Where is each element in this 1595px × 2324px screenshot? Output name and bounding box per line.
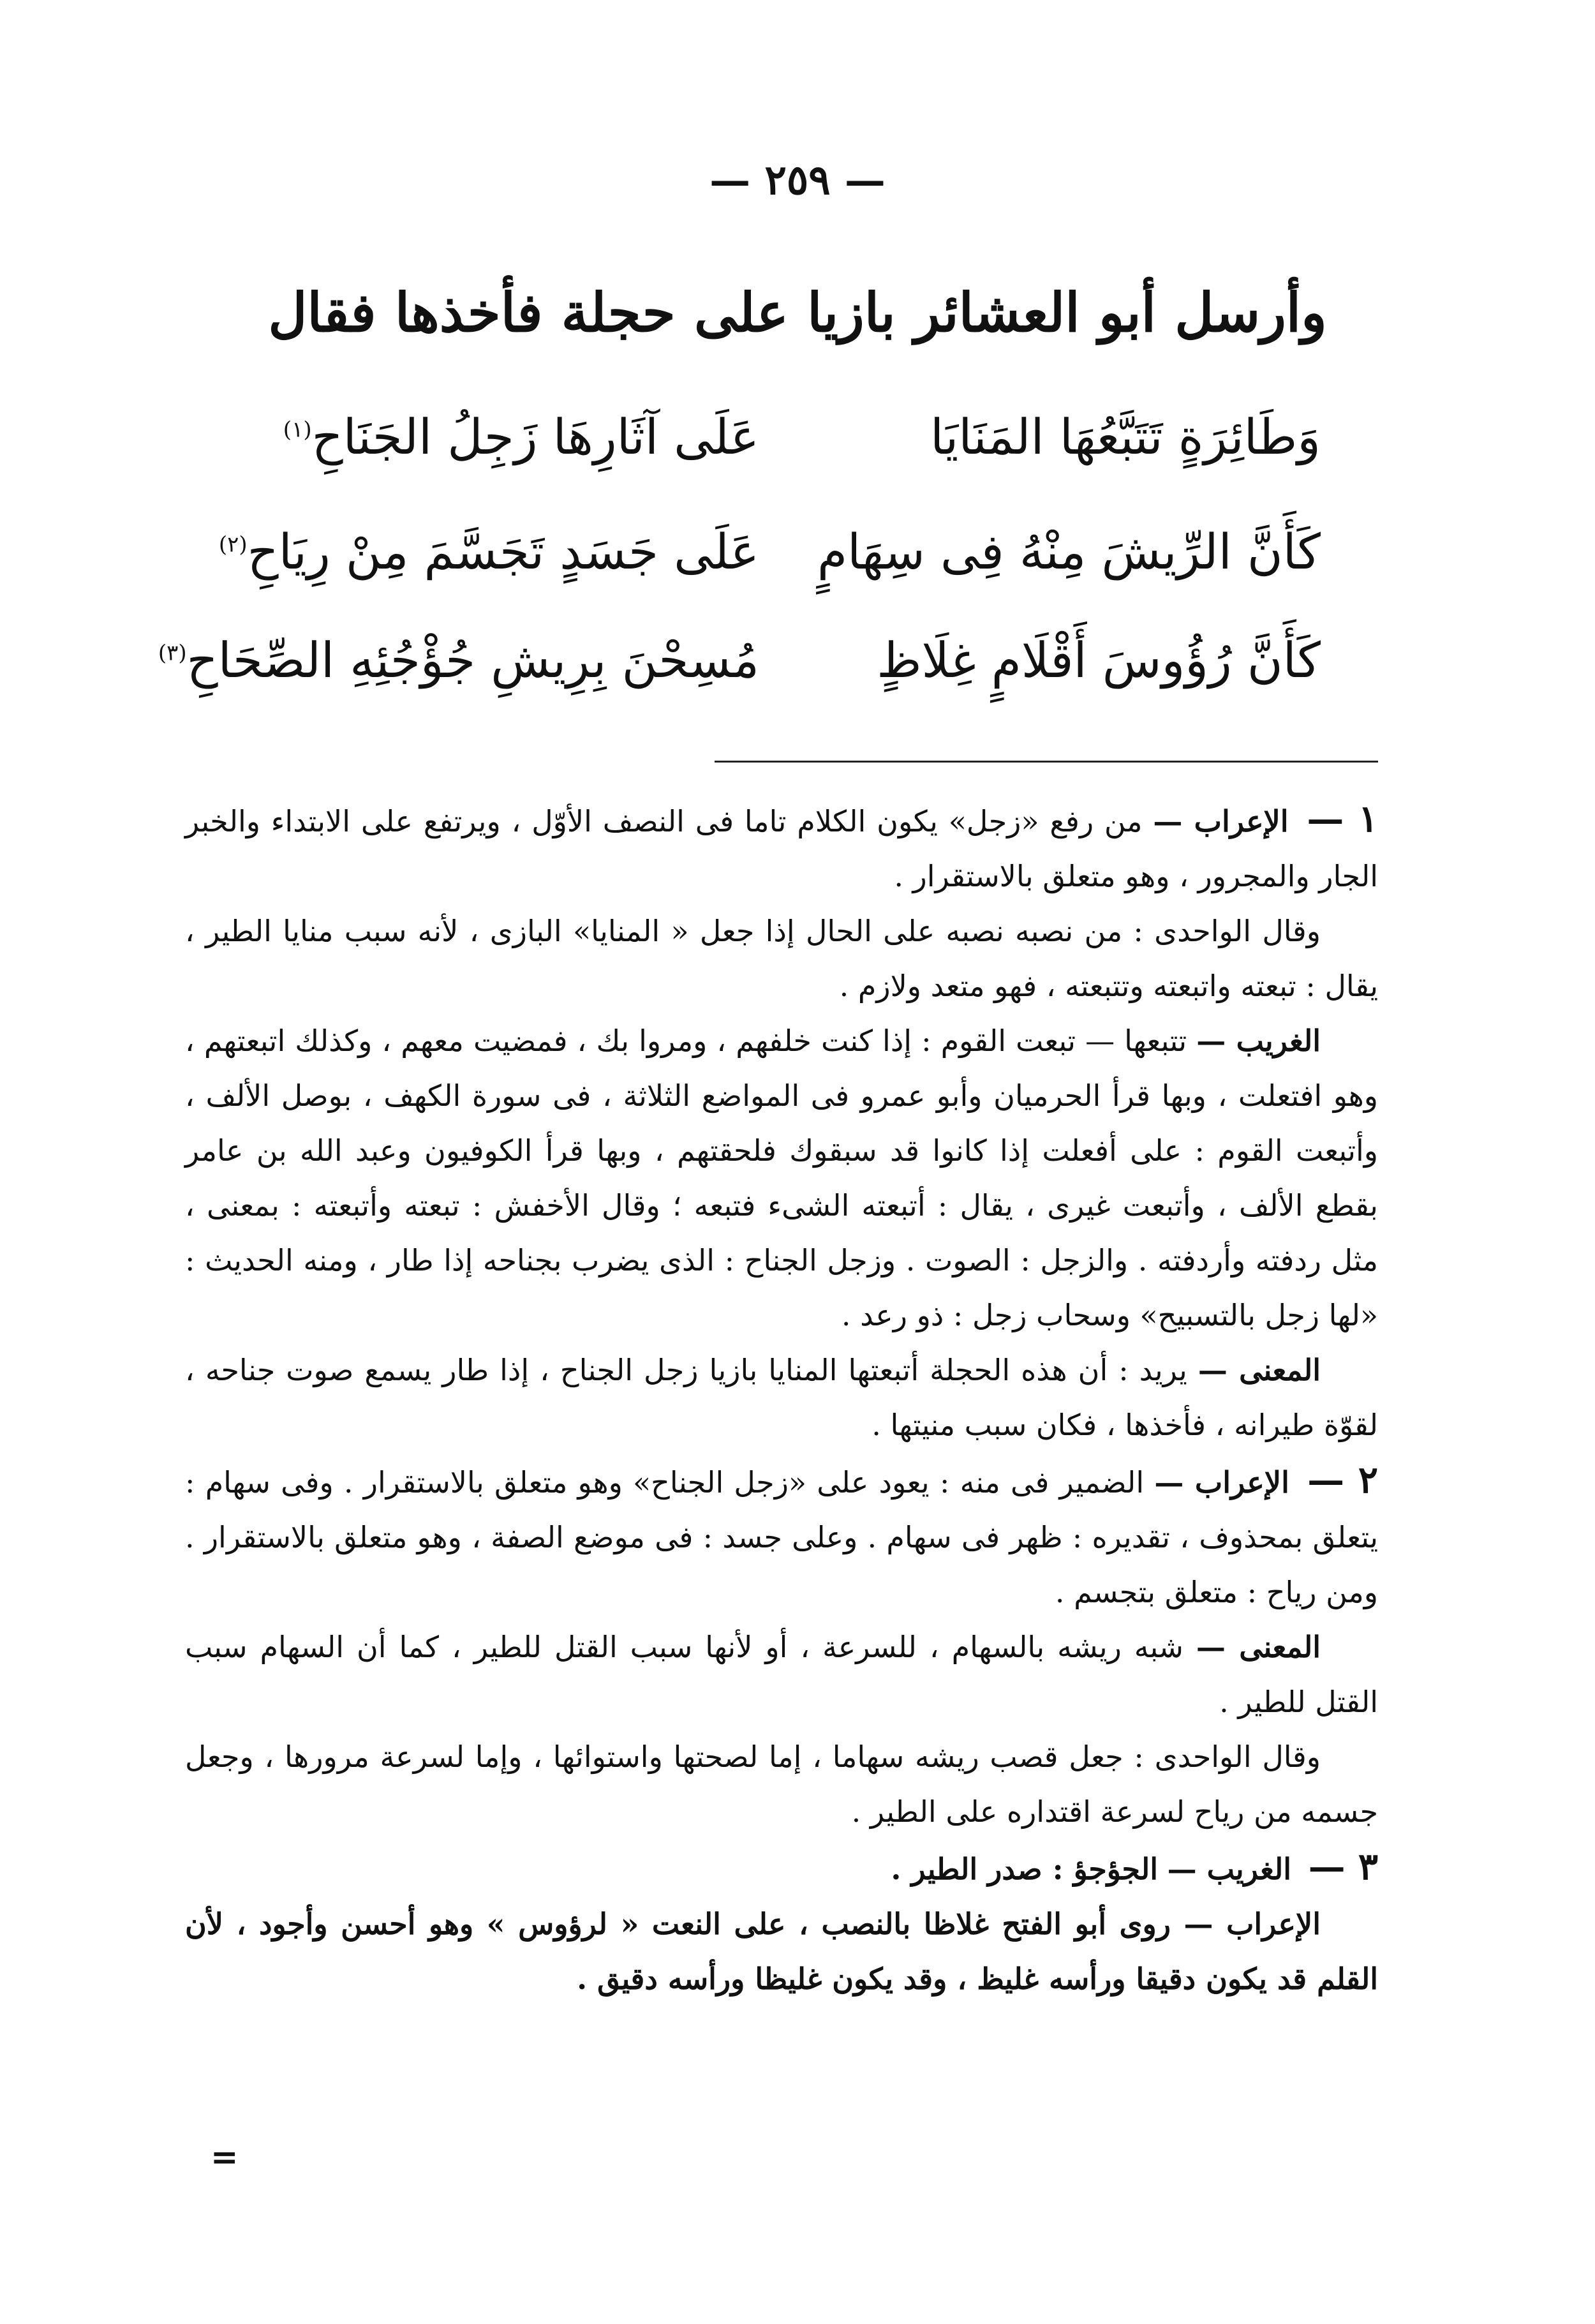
note-paragraph [185,1343,1378,1452]
verse-1-first-hemistich: وَطَائِرَةٍ تَتَبَّعُهَا المَنَايَا [930,408,1321,465]
note-number: ٣ — [1308,1845,1378,1888]
verse-3-second-text: مُسِحْنَ بِرِيشِ جُؤْجُئِهِ الصِّحَاحِ [186,632,759,689]
note-number: ٢ — [1307,1458,1379,1501]
note-text: روى أبو الفتح غلاظا بالنصب ، على النعت « لرؤوس » وهو أحسن وأجود ، لأن القلم قد يكون دقيقا ورأسه غليظ ، وقد يكون غليظا ورأسه دقيق . [185,1907,1378,1996]
note-paragraph [185,1839,1378,1896]
verse-2-first-hemistich: كَأَنَّ الرِّيشَ مِنْهُ فِى سِهَامٍ [817,523,1321,580]
verse-3-first-hemistich: كَأَنَّ رُؤُوسَ أَقْلَامٍ غِلَاظٍ [877,632,1321,689]
note-text: شبه ريشه بالسهام ، للسرعة ، أو لأنها سبب القتل للطير ، كما أن السهام سبب القتل للطير . [185,1630,1378,1719]
note-paragraph [185,1013,1378,1343]
note-label: الغريب — [1196,1024,1321,1058]
page-number: — ٢٥٩ — [709,156,886,204]
verse-2-second-text: عَلَى جَسَدٍ تَجَسَّمَ مِنْ رِيَاحِ [247,523,759,580]
note-text: تتبعها — تبعت القوم : إذا كنت خلفهم ، ومروا بك ، فمضيت معهم ، وكذلك اتبعتهم ، وهو افتعلت ، وبها قرأ الحرميان وأبو عمرو فى المواضع الثلاثة ، فى سورة الكهف ، بوصل الألف ، وأتبعت القوم : على أفعلت إذا كانوا قد سبقوك فلحقتهم ، وبها قرأ الكوفيون وعبد الله بن عامر بقطع الألف ، وأتبعت غيرى ، يقال : أتبعته الشىء فتبعه ؛ وقال الأخفش : تبعته وأتبعته : بمعنى ، مثل ردفته وأردفته . والزجل : الصوت . وزجل الجناح : الذى يضرب بجناحه إذا طار ، ومنه الحديث : «لها زجل بالتسبيح» وسحاب زجل : ذو رعد . [185,1024,1378,1332]
note-text: الضمير فى منه : يعود على «زجل الجناح» وهو متعلق بالاستقرار . وفى سهام : يتعلق بمحذوف ، تقديره : ظهر فى سهام . وعلى جسد : فى موضع الصفة ، وهو متعلق بالاستقرار . ومن رياح : متعلق بتجسم . [185,1465,1378,1609]
verse-3-footnote-ref: (٣) [158,640,187,666]
note-label: الإعراب — [1153,804,1289,838]
note-text: يريد : أن هذه الحجلة أتبعتها المنايا بازيا زجل الجناح ، إذا طار يسمع صوت جناحه ، لقوّة طيرانه ، فأخذها ، فكان سبب منيتها . [185,1353,1378,1442]
verse-2 [211,523,1321,619]
note-label: الإعراب — [1154,1465,1289,1500]
verse-2-second-hemistich [211,523,759,580]
footnote-divider [715,761,1378,763]
note-paragraph [185,791,1378,904]
note-paragraph [185,1896,1378,2006]
note-text: وقال الواحدى : جعل قصب ريشه سهاما ، إما لصحتها واستوائها ، وإما لسرعة مرورها ، وجعل جسمه من رياح لسرعة اقتداره على الطير . [185,1739,1378,1829]
note-paragraph [185,1620,1378,1729]
poem-heading: وأرسل أبو العشائر بازيا على حجلة فأخذها فقال [268,281,1327,344]
note-number: ١ — [1307,797,1378,840]
verse-1 [211,408,1321,504]
continuation-mark: = [211,2138,239,2177]
commentary-notes [185,791,1378,2006]
note-label: الإعراب — [1183,1907,1321,1941]
verse-3-second-hemistich [158,632,759,689]
verse-2-footnote-ref: (٢) [218,532,248,558]
note-label: الغريب — [1167,1852,1292,1886]
verse-1-footnote-ref: (١) [283,417,312,443]
note-paragraph [185,904,1378,1013]
verse-1-second-text: عَلَى آثَارِهَا زَجِلُ الجَنَاحِ [311,408,759,465]
note-text: الجؤجؤ : صدر الطير . [891,1852,1159,1886]
note-paragraph [185,1452,1378,1620]
verse-1-second-hemistich [211,408,759,465]
note-label: المعنى — [1198,1353,1321,1387]
note-text: وقال الواحدى : من نصبه نصبه على الحال إذا جعل « المنايا» البازى ، لأنه سبب منايا الطير ، يقال : تبعته واتبعته وتتبعته ، فهو متعد ولازم . [185,914,1378,1003]
verse-3 [158,632,1321,727]
note-label: المعنى — [1196,1630,1321,1664]
note-paragraph [185,1729,1378,1839]
note-text: من رفع «زجل» يكون الكلام تاما فى النصف الأوّل ، ويرتفع على الابتداء والخبر الجار والمجرور ، وهو متعلق بالاستقرار . [185,804,1378,893]
